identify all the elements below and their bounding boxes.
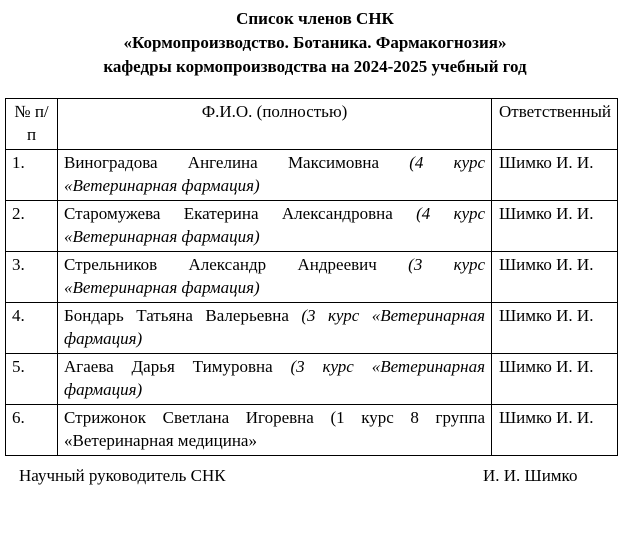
- responsible-name: Шимко И. И.: [492, 150, 618, 201]
- table-row: [6, 150, 618, 201]
- supervisor-name: И. И. Шимко: [483, 466, 578, 485]
- responsible-name: Шимко И. И.: [492, 354, 618, 405]
- header-number: № п/п: [6, 99, 58, 150]
- member-name: Агаева Дарья Тимуровна: [64, 357, 273, 376]
- member-name: Виноградова Ангелина Максимовна: [64, 153, 380, 172]
- member-cell: [58, 150, 492, 201]
- header-responsible: Ответственный: [492, 99, 618, 150]
- row-number: 4.: [6, 303, 58, 354]
- row-number: 3.: [6, 252, 58, 303]
- member-cell: [58, 252, 492, 303]
- members-table: [5, 98, 618, 456]
- table-row: [6, 354, 618, 405]
- table-row: [6, 405, 618, 456]
- table-header-row: [6, 99, 618, 150]
- row-number: 2.: [6, 201, 58, 252]
- member-course: (3 курс «Ветеринарная фармация): [64, 357, 486, 399]
- member-name: Бондарь Татьяна Валерьевна: [64, 306, 289, 325]
- member-name: Старомужева Екатерина Александровна: [64, 204, 393, 223]
- responsible-name: Шимко И. И.: [492, 303, 618, 354]
- member-course: (4 курс «Ветеринарная фармация): [64, 153, 485, 195]
- document-department-line: кафедры кормопроизводства на 2024-2025 учебный год: [103, 57, 527, 76]
- member-cell: [58, 405, 492, 456]
- table-row: [6, 201, 618, 252]
- member-course: (3 курс «Ветеринарная фармация): [64, 255, 485, 297]
- responsible-name: Шимко И. И.: [492, 405, 618, 456]
- supervisor-label: Научный руководитель СНК: [19, 466, 226, 485]
- member-name: Стрельников Александр Андреевич: [64, 255, 377, 274]
- table-row: [6, 303, 618, 354]
- document-title: Список членов СНК: [236, 9, 394, 28]
- member-course: (3 курс «Ветеринарная фармация): [64, 306, 485, 348]
- table-row: [6, 252, 618, 303]
- responsible-name: Шимко И. И.: [492, 201, 618, 252]
- responsible-name: Шимко И. И.: [492, 252, 618, 303]
- header-full-name: Ф.И.О. (полностью): [58, 99, 492, 150]
- member-cell: [58, 201, 492, 252]
- member-cell: [58, 354, 492, 405]
- document-subtitle: «Кормопроизводство. Ботаника. Фармакогнозия»: [123, 33, 507, 52]
- member-name: Стрижонок Светлана Игоревна: [64, 408, 314, 427]
- member-course: (1 курс 8 группа «Ветеринарная медицина»: [64, 408, 486, 450]
- row-number: 6.: [6, 405, 58, 456]
- row-number: 1.: [6, 150, 58, 201]
- member-course: (4 курс «Ветеринарная фармация): [64, 204, 485, 246]
- member-cell: [58, 303, 492, 354]
- row-number: 5.: [6, 354, 58, 405]
